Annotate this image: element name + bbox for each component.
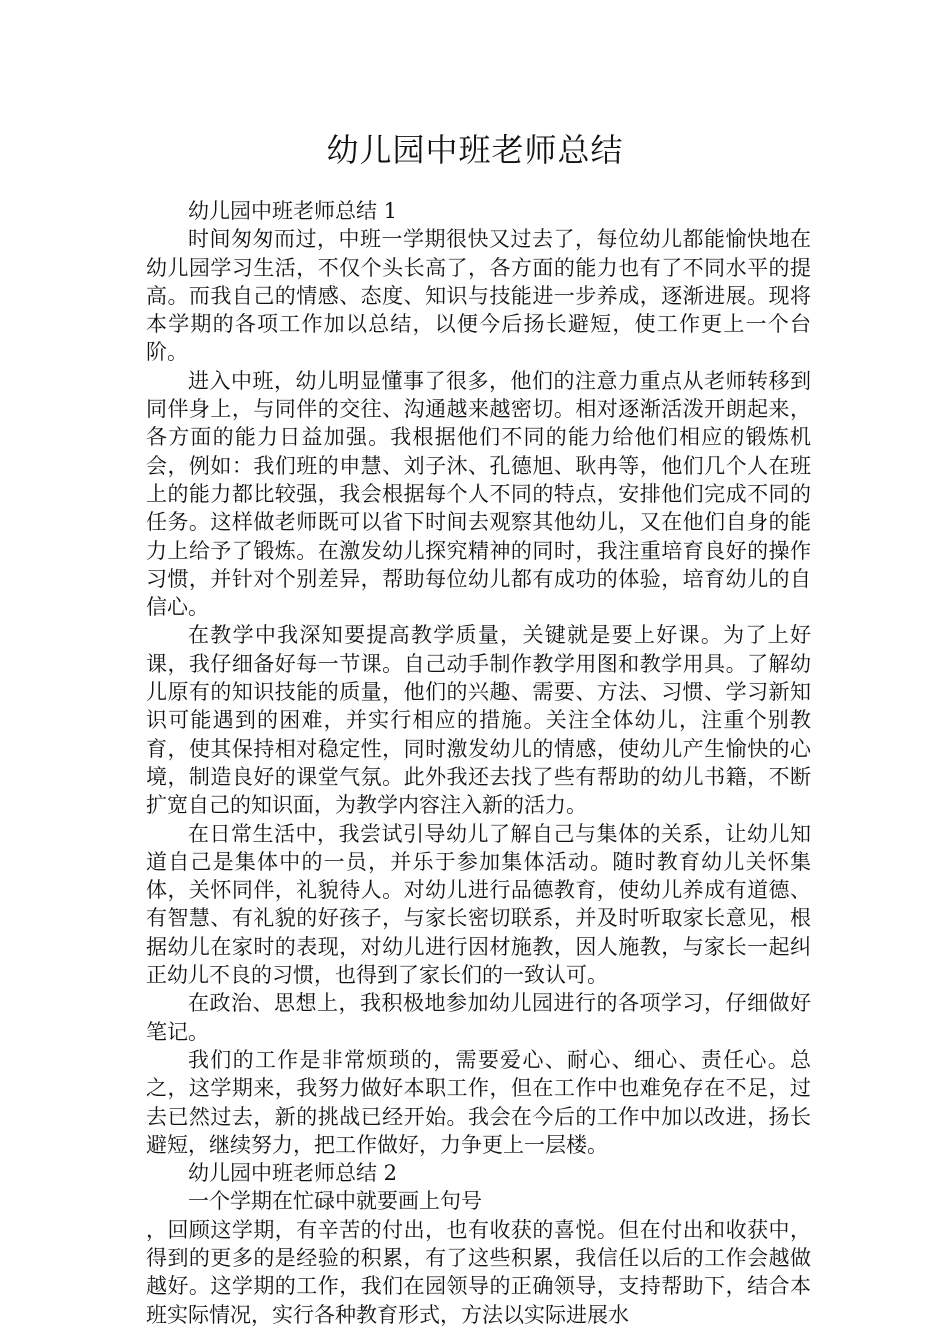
section-1-paragraph-4: 在日常生活中，我尝试引导幼儿了解自己与集体的关系，让幼儿知道自己是集体中的一员，并乐于参加集体活动。随时教育幼儿关怀集体，关怀同伴，礼貌待人。对幼儿进行品德教育，使幼儿养成有道德、有智慧、有礼貌的好孩子，与家长密切联系，并及时听取家长意见，根据幼儿在家时的表现，对幼儿进行因材施教，因人施教，与家长一起纠正幼儿不良的习惯，也得到了家长们的一致认可。 — [146, 821, 811, 988]
section-1-paragraph-3: 在教学中我深知要提高教学质量，关键就是要上好课。为了上好课，我仔细备好每一节课。自己动手制作教学用图和教学用具。了解幼儿原有的知识技能的质量，他们的兴趣、需要、方法、习惯、学习新知识可能遇到的困难，并实行相应的措施。关注全体幼儿，注重个别教育，使其保持相对稳定性，同时激发幼儿的情感，使幼儿产生愉快的心境，制造良好的课堂气氛。此外我还去找了些有帮助的幼儿书籍，不断扩宽自己的知识面，为教学内容注入新的活力。 — [146, 623, 811, 818]
section-2-continuation: ，回顾这学期，有辛苦的付出，也有收获的喜悦。但在付出和收获中，得到的更多的是经验的积累，有了这些积累，我信任以后的工作会越做越好。这学期的工作，我们在园领导的正确领导，支持帮助下，结合本班实际情况，实行各种教育形式，方法以实际进展水 — [146, 1217, 811, 1327]
document-body — [146, 197, 811, 1329]
section-1-paragraph-6: 我们的工作是非常烦琐的，需要爱心、耐心、细心、责任心。总之，这学期来，我努力做好本职工作，但在工作中也难免存在不足，过去已然过去，新的挑战已经开始。我会在今后的工作中加以改进，扬长避短，继续努力，把工作做好，力争更上一层楼。 — [146, 1047, 811, 1157]
section-2-heading: 幼儿园中班老师总结 2 — [188, 1161, 398, 1186]
section-1-paragraph-2: 进入中班，幼儿明显懂事了很多，他们的注意力重点从老师转移到同伴身上，与同伴的交往、沟通越来越密切。相对逐渐活泼开朗起来，各方面的能力日益加强。我根据他们不同的能力给他们相应的锻炼机会，例如：我们班的申慧、刘子沐、孔德旭、耿冉等，他们几个人在班上的能力都比较强，我会根据每个人不同的特点，安排他们完成不同的任务。这样做老师既可以省下时间去观察其他幼儿，又在他们自身的能力上给予了锻炼。在激发幼儿探究精神的同时，我注重培育良好的操作习惯，并针对个别差异，帮助每位幼儿都有成功的体验，培育幼儿的自信心。 — [146, 368, 811, 620]
section-1-heading: 幼儿园中班老师总结 1 — [188, 199, 398, 223]
document-title: 幼儿园中班老师总结 — [326, 131, 624, 169]
section-1-paragraph-1: 时间匆匆而过，中班一学期很快又过去了，每位幼儿都能愉快地在幼儿园学习生活，不仅个头长高了，各方面的能力也有了不同水平的提高。而我自己的情感、态度、知识与技能进一步养成，逐渐进展。现将本学期的各项工作加以总结，以便今后扬长避短，使工作更上一个台阶。 — [146, 227, 811, 365]
section-2-first-line: 一个学期在忙碌中就要画上句号 — [188, 1189, 482, 1214]
section-1-paragraph-5: 在政治、思想上，我积极地参加幼儿园进行的各项学习，仔细做好笔记。 — [146, 991, 811, 1044]
